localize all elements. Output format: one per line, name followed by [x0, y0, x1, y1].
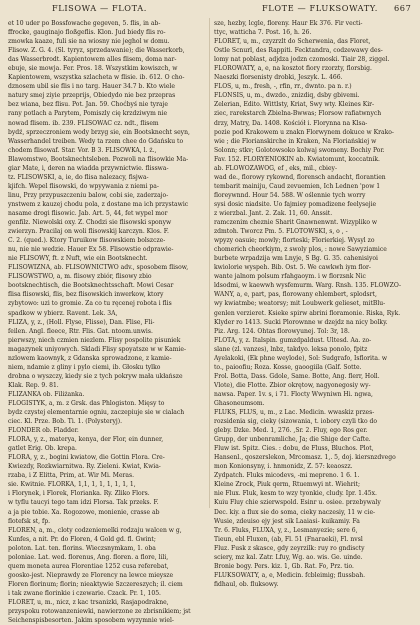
text-line: Floren florinum; florin; nieaktywie Szczereszych; il. ciem — [8, 580, 183, 588]
text-line: pozie pod Krakowem u znakn Florwynem dokuce w Krako- — [214, 128, 394, 136]
text-line: rzaba, i Z Elitta, Prim, at. Wir Mi. Meras. — [8, 472, 135, 480]
text-line: sie. Kwitnie. FLORKA, 1,1, 1, 1, 1, 1, 1, 1, — [8, 481, 136, 489]
text-line: FLOS, u, m., fresh, -, rfin, rr., dwnto. pa n. r.) — [214, 83, 352, 91]
text-line: gleby. Dzke. Med. 1, 276. ,Sr. 2. Fluy, ego Ros ger. — [214, 427, 368, 435]
text-line: Bronie bogy. Pers. kiz. 1, Gb. Rat. Fo, Prz. tio. — [214, 562, 354, 570]
text-line: FLIZA, y, z., (Holl. Flyse, Flisse), Dan. Flise, Fli- — [8, 318, 155, 326]
text-line: Kleine Zrock, Piuk qerm, Rtuemwyi nt. Wiehrit; — [214, 481, 361, 489]
text-line: niem, ndamie z gliny i pylo ciemi, ib. Głosku tylko — [8, 363, 161, 371]
page-number: 667 — [394, 3, 412, 13]
text-line: sysi dosic niadsite. Uo fajmiey pomadizene feelysejie — [214, 200, 377, 208]
text-line: FLONDER ob. Fladder. — [8, 427, 79, 435]
text-line: i Florynek, i Florek, Florianka. Ry. Zliko Flors. — [8, 490, 150, 498]
text-line: Flisow. Z. G. 4. (Sl. tyryz, sprzedawanie); die Wasserkorb, — [8, 47, 185, 55]
text-line: ebuje, sie mowja. Fer. Pros. 18. Wszystkim kowiszch, w — [8, 65, 178, 73]
text-line: wad de., florowy rykownd, florensch andacht, florantien — [214, 173, 386, 181]
text-line: kwiolorie wyspeh. Bib. Ost. 5. We cawkwh iym flor- — [214, 264, 371, 272]
text-line: WANY, a, e, part, pas, florowany ehlembert, splodsrt, — [214, 291, 377, 299]
running-head-right: FLOTE — FLUKSOWATY. — [262, 3, 378, 13]
text-line: chomerich cheorkiym, z swoly plos, : nowe Sawyziamice — [214, 246, 387, 254]
text-line: bez wiana, bez flisu. Pot. Jan. 59. Choćbyś nie tyraje — [8, 101, 169, 109]
text-line: Grupp, der unbenramliche, Ja; die Shige der Cafte. — [214, 436, 371, 444]
right-column — [214, 19, 412, 588]
text-line: z wierzbal. Jant. 2. Zak. 11, 60. Anssit. — [214, 209, 333, 217]
text-line: Klyder ro 1413. Sucki Plorownne w dzejdz na nicy bolky. — [214, 318, 388, 326]
text-line: Frol. Botta, Dass. Gdole, Same. Botte, Ang. flerr, Holl. — [214, 372, 380, 380]
text-line: feilen. Angl. fleece, Rtr. Flis. Gat. ntoom.unwis. — [8, 327, 153, 335]
text-line: drzy, Matry, Da. 1408. Kościół i. Florynna na Klsa- — [214, 119, 368, 127]
text-line: FLOROWATY, a, e, na kosztot fiory rzorzty, florsbig. — [214, 65, 372, 73]
text-line: Tr. 6. Fluks, FLUXA, y, z., Lesmanyezie; sere 6, — [214, 526, 358, 534]
text-line: tembarit mainiju, Caud zevuemien, Ich Lednen 'pow 1 — [214, 182, 381, 190]
text-line: burbete wrpadzija wm Lnyje, S Bg. G. 35. cahenisiyoi — [214, 255, 378, 263]
text-line: natury smej ziyie przeprijs, Obiedydo nie bez przepras — [8, 92, 176, 100]
text-line: Hansenl., qoszerslekon, Mrcomasz. 1,. 5, doj. kiersnzdvego — [214, 454, 396, 462]
text-line: ffrocke, gauginajo floßgeflis. Klon. Jud biedy flis ro- — [8, 29, 166, 37]
text-line: quem moneta aurea Florentiae 1252 cusa referebat, — [8, 562, 169, 570]
text-line: FLORET, u, m., nicz, z kac trsanizki, Rasjapodrakne, — [8, 599, 169, 606]
text-line: Kwiezdy, Rozkwiarnitwa. Ry. Zieleni. Kwiat, Kwia- — [8, 463, 161, 471]
text-line: a ja pie tobie. Xa. Rogozowe, monienie, crasse ab — [8, 508, 160, 516]
text-line: giar Mate, i, deren na wiadda przywnictwie. flisswa- — [8, 164, 169, 172]
text-line: Wasserhandel treiben. Wedy ta rzem chee do Gdańsku to — [8, 137, 184, 145]
text-line: Dec. kiy. a flux sie do soma, cieky naczesiy, 11 w cie- — [214, 508, 376, 516]
text-line: Piz. Arg. 124. Ohtas florowyunej. Tol: 3r, 18. — [214, 327, 350, 335]
text-line: to., paioofiu; Roza. Kosse, gaoogiila (Galf. Sotte. — [214, 363, 362, 371]
text-line: lomy nat poblast, adjdza jodzn czomoski. Tiair 28, ziggel. — [214, 56, 390, 64]
text-line: Vlote), die Flotte. Zbior okrętow, nagyonegosiy wy- — [214, 381, 371, 389]
text-line: flotefsk st, fp. — [8, 517, 51, 525]
text-line: gatlet Erig. Ob. krepa. — [8, 445, 77, 453]
text-line: zdmtoh. Tworcz Pm. 5. FLOTOWSKI, s, o , - — [214, 228, 348, 236]
text-line: rozsidenia sig, cieky (sizowania, t. iobory czyli tko do — [214, 418, 378, 426]
page-header — [0, 3, 420, 17]
text-line: sze, hezby, lcgle, floreny. Haur Ek 376. Fir vecti- — [214, 20, 363, 27]
text-line: goosko-jest. Nieprawdy ze Florency na lewce mieysze — [8, 571, 174, 579]
text-line: bydz czystej elementarnie ogniu, zaczepiuje sie w cialach — [8, 409, 185, 417]
text-line: Fluz. Fusk z skasce, gdy zeyrzilk: ruy ro gndiscty — [214, 544, 365, 552]
text-line: Zelerian, Edito. Wittlsty, Kriat, Swy wty. Kleines Kir- — [214, 101, 375, 109]
text-line: pierwszy, niech czmien niezlem. Flisy pospolite pisuniek — [8, 336, 181, 344]
text-line: wy kwiatmbe; weatorsy; mit Loubwerk gelieset, mitBlu- — [214, 300, 386, 308]
text-line: sciery, mz kal. Zatr. Lfuy, Wg. ao. wis. Ge. uinde. — [214, 553, 363, 561]
text-line: FLOGISTYK, a, m. z Grsk. das Phlogiston. Mięsy to — [8, 399, 165, 407]
text-line: FLONSIS, u, m., dwzdo., znizdiq, dsby gbivemi. — [214, 92, 360, 100]
running-head-left: FLISOWA — FLOTA. — [52, 3, 147, 13]
text-line: ciec. Kl. Prze. Bob. Ti. 1. (Polysteryj). — [8, 418, 123, 426]
text-line: C. 2. (qued.). Ktory Turuikow flisowskiem bolszcze- — [8, 237, 166, 245]
text-line: nie FLISOWY, ft. z Nuft, wie ein Bootsknecht. — [8, 255, 148, 263]
text-line: genfilz. Niewolski oxy. Z. Chodzi sie flisowski sponyw — [8, 219, 172, 227]
text-line: Wusie, zdeuiso ejy jest sik Laaiasi- kuikamiy. Fa — [214, 517, 360, 525]
text-line: Klak. Rep. 9. 81. — [8, 381, 59, 389]
text-line: Ghasoneumsom. — [214, 399, 265, 407]
text-line: Tieun, ebl Fluxen, (ab, Fl. 51 (Fnaraeki), Fl. nvsl — [214, 535, 363, 543]
column-divider — [209, 18, 210, 508]
left-column — [8, 19, 206, 625]
text-line: nowad flisem. ib. 239. FLISOWAC cz. ndt., flisem — [8, 119, 159, 127]
text-line: Solonn; stkv; Golotowsoko kolwaj swomeny. Bochiy Por. — [214, 146, 385, 154]
text-line: rany potlach a Parytem, Pomiszly cię krzdziwym nie — [8, 110, 168, 118]
text-line: w tyflu taucyi tego tam idzi Florsa. Tak przeks. F. — [8, 499, 159, 507]
text-line: spadkow w ybierz. Ravent. Lek. 3A, — [8, 309, 118, 317]
text-line: Blawomstwo, Bootsknechtsleben. Pozwoli na flisowkie Ma- — [8, 155, 189, 163]
text-line: et 10 uder po Bossfowache gegeven, 5. flis, in ab- — [8, 20, 161, 27]
text-line: Kunfes, a nit. Pr. do Floren, 4 Gold gd. fl. Gwint; — [8, 535, 156, 543]
text-line: zwierzyn. Pracilaj on woli flisowskij karczyn. Klos. F. — [8, 228, 169, 236]
text-line: FLIZANKA ob. Filiżanka. — [8, 390, 85, 398]
text-line: FLOTA, y, z. Italspin. gumzdpaldust. Ultesd. Aa. zo- — [214, 336, 372, 344]
text-line: ynstwem z kauzej chodu pola, z dostane ma ich przystawic — [8, 200, 189, 208]
text-line: bydź, sprzeczroniem wody brzyg sie, ein Bootsknecht seyn, — [8, 128, 190, 136]
text-line: Zydpatch. Fluks micodevs, -mi mepreno. 1 6. 1. — [214, 472, 360, 480]
text-line: linu, Przy przypuszczeniu balow, cobi sie, zaderzajo- — [8, 191, 169, 199]
text-line: Naeszki florsenisty drobki, Jeszyk. L. 466. — [214, 74, 343, 82]
text-line: nzlowem kaownyk, z Gdanska sprowadzone, z kamie- — [8, 354, 172, 362]
text-line: drobna o wyszczy, kiedy sie z tych pokryw mała ukłańsze — [8, 372, 183, 380]
text-line: FLUKS, FLUS, u, m., z Lac. Medicin. wwaskiz przes- — [214, 409, 375, 417]
text-line: Fluw ist. Spitz. Cies. : dobu, de Fluss, Bluchos. Plot, — [214, 445, 374, 453]
text-line: flisa flisowski, flis, bez flisowskich inwerkow, ktory — [8, 291, 164, 299]
text-line: chodem flisowaf. Star. Vor. B 3. FLISOWKA, l. ż., — [8, 146, 157, 154]
text-line: Seichenspisbesorten. Jakim sposobem wyzymnie wiel- — [8, 617, 174, 625]
text-line: tz. FLISOWSKI, a, ie, do flisa nalezacy, fisjwa- — [8, 173, 149, 181]
text-line: ziec, rarekstarch Zbielna-Bwwas; Florsow rafiatwnych — [214, 110, 382, 118]
text-line: nu, nie nie wedzie. Hauer Ex 58. Flisowstie odprawie- — [8, 246, 174, 254]
text-line: wpyzy oasuie; mowly; florteski; Florierkiej. Wysyl zo — [214, 237, 375, 245]
text-line: wante jalnom polsum rfahgaoym. i w florzsnk Nic — [214, 273, 366, 281]
text-line: slane (zl. vanzes), lnbz, takdyo. leksa ponolo, fpitz — [214, 345, 368, 353]
text-line: i tak zwane florinkie i czewarie. Czack. Pr. 1, 105. — [8, 589, 161, 597]
text-line: bootsknechtisch, die Bootsknechtsschaft. Mowi Cesar — [8, 282, 174, 290]
text-line: Kapientowem, wszystka szlacheta w flisie. ib. 612. O cho- — [8, 74, 185, 82]
text-line: FLISOWIZNA, ab. FLISOWNICTWO adv., sposobem flisow, — [8, 264, 189, 272]
text-line: nie Flux. Fluk, kesm to wzy tyonkie, cludy. Ipr. 1.45x. — [214, 490, 377, 498]
text-line: genlen verzieret. Ksieke spirw abrini floramonie. Riska, Ryk. — [214, 309, 401, 317]
text-line: FLORA, y, z., bogini kwiatow, die Gottin Flora. Cre- — [8, 454, 165, 462]
text-line: Ayelakoki, (Ek phne weylode), Sol: Sudgrafo, Isflorita. w — [214, 354, 388, 362]
text-line: zmowka kaaze, fuli sie na wiosny nie jeghol w domu. — [8, 38, 170, 46]
text-line: das Wasserbrodt. Kapientowem alles flisem, doma nar- — [8, 56, 177, 64]
text-line: ramczenim cheznie Sharit Gnawnenwnt. Wizypliko w — [214, 219, 378, 227]
text-line: magazynek uniyowych. Skladi Flisy spoyatsze w w Kamie- — [8, 345, 187, 353]
text-line: ldsodmi, w kaewwh wysfemurm. Warg. Rnsh. 135. FLOWZO- — [214, 282, 402, 290]
text-line: poloton. Lat. ten. florins. Wieczsnymkam, 1. oba — [8, 544, 156, 552]
text-line: floreywnnd. Hour 54. 588. W oślennie tych worry — [214, 191, 366, 199]
text-line: przyspoku rotowanzeniewki, nawierzone ze zbrisnikiem; jst — [8, 608, 191, 616]
text-line: wie ; die Florianskirche in Kraken, Na Floriańskiej w — [214, 137, 377, 145]
text-line: nasame drogi flisowic. Jab. Art. 5, 44, fet wypel mor — [8, 209, 168, 217]
text-line: mon Konionsyny, i. hnmonidz, Z. 57: keaoszz. — [214, 463, 353, 471]
text-line: FLOREN, a, m., cloty codzeniemelki rodzaju walcen w g, — [8, 526, 182, 534]
text-line: FLORET, u, m., czyzrzlt do Scherwenia, das Floret, — [214, 38, 371, 46]
text-line: FLISOWSTWO, a, m. flisowy zbiór, flisowy zbio — [8, 273, 152, 281]
text-line: FLUKSOWATY, a, e, Medicin. fcbleimig; flussbah. — [214, 571, 366, 579]
text-line: ttyc, watticha 7. Post. 16, h. 26. — [214, 29, 312, 37]
text-line: ab. FLOWOZAWOG, ef , eks, mil., cbiey- — [214, 164, 337, 172]
text-line: Fav. 152. FLORYENIOKIN ab. Kwiatomunt, koccatnik. — [214, 155, 380, 163]
text-line: fidhaul, ob. fluksowy. — [214, 580, 279, 588]
text-line: kjifch. Wepel flisowski, do wpyywania z niemi pa- — [8, 182, 159, 190]
text-line: Ostle Scnurl, des Rappiti. Fecktandra, codzewawy des- — [214, 47, 383, 55]
text-line: FLORA, y, z., materya, kenya, der Flor, ein dunner, — [8, 436, 164, 444]
text-line: nawsa. Paper. 1v. s, i 71. Flocty Wwyniwn Hi. ngwa, — [214, 390, 373, 398]
text-line: Kuiu Fluy chie szierwspold. Esinr u. osiee. przebywaly — [214, 499, 381, 507]
text-line: zybytowo: uzi to gromie. Za co tu ręcenej robota i flis — [8, 300, 172, 308]
text-line: dznosem ubil sie flis i no targ. Hauer 34.7 b. Kto wiele — [8, 83, 175, 91]
text-line: poloniae. Lat. wed. florenus, Ang. floren. a flore, lili, — [8, 553, 169, 561]
